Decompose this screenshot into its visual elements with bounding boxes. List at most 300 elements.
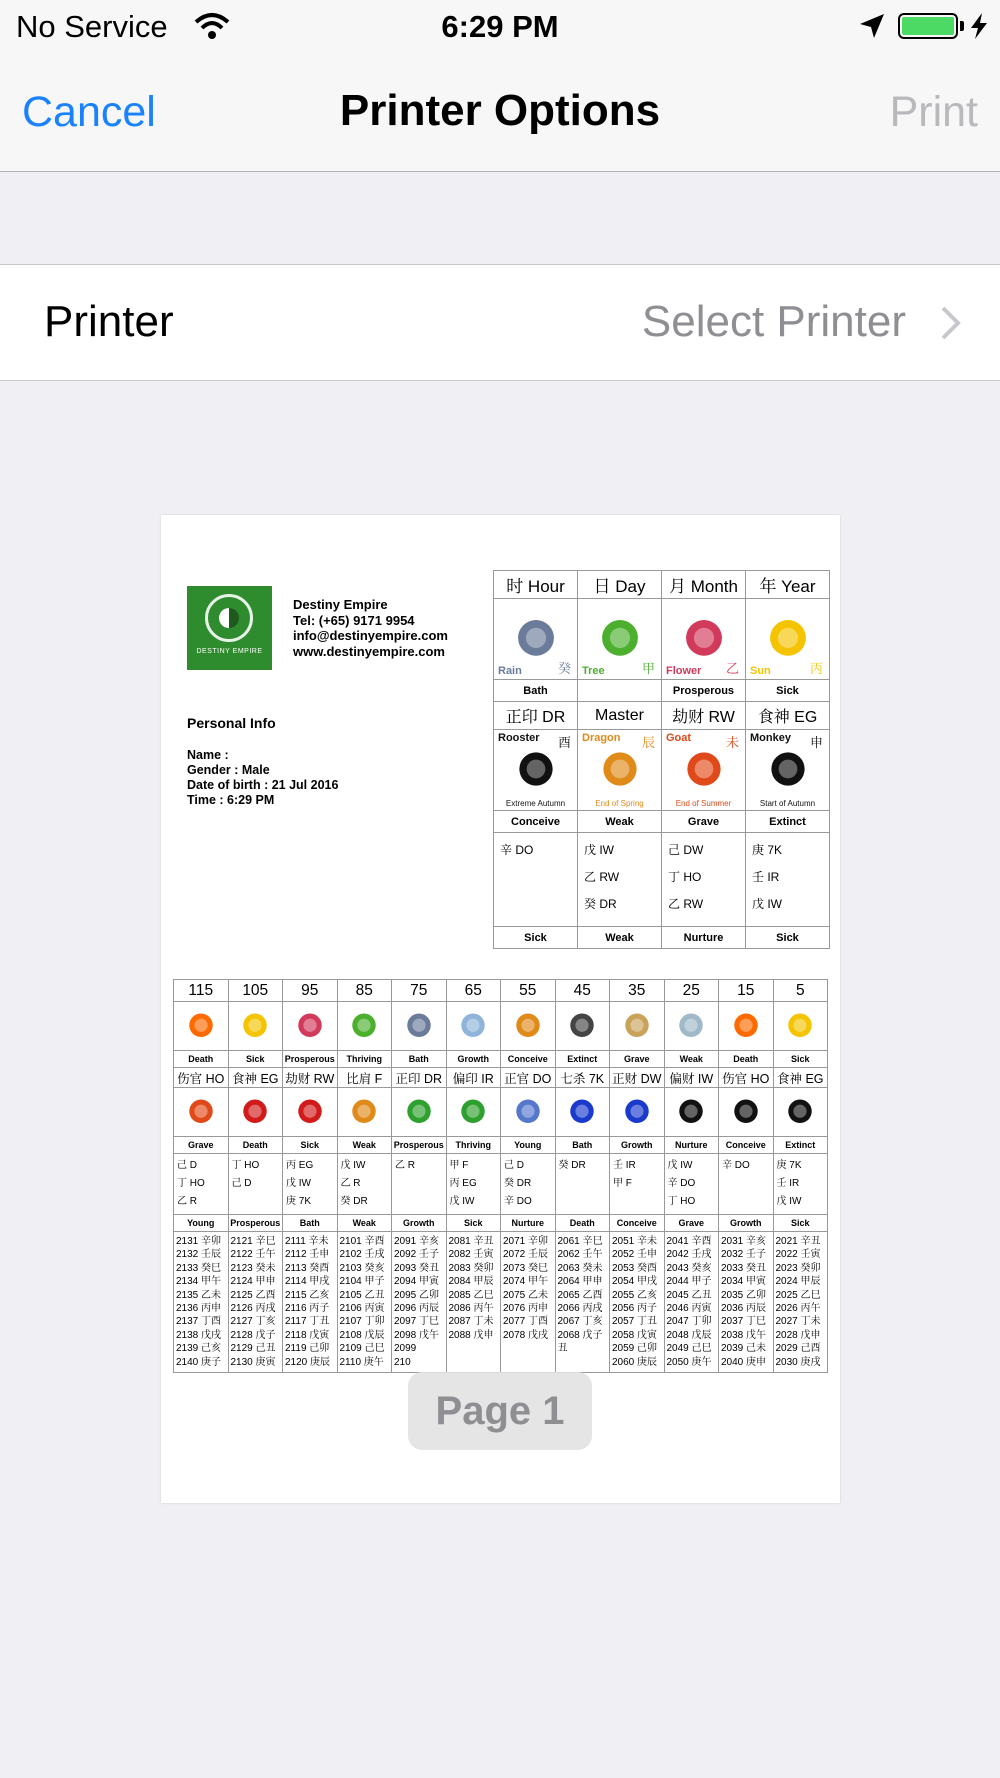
hidden-stem: 辛 DO [500, 843, 534, 857]
luck-year: 2099 [394, 1343, 417, 1355]
luck-branch-status: Prosperous [392, 1137, 447, 1154]
luck-hidden-status: Nurture [501, 1215, 556, 1232]
luck-branch-status: Thriving [446, 1137, 501, 1154]
luck-hidden-status: Growth [392, 1215, 447, 1232]
luck-stem-status: Grave [610, 1051, 665, 1068]
luck-branch-status: Death [228, 1137, 283, 1154]
luck-year: 2106 丙寅 [339, 1303, 385, 1315]
luck-stem-status: Bath [392, 1051, 447, 1068]
luck-year: 2023 癸卯 [775, 1262, 821, 1274]
luck-ten-god: 正财 DW [610, 1068, 665, 1088]
luck-year: 2127 丁亥 [230, 1316, 276, 1328]
luck-hidden-cell [337, 1154, 392, 1215]
stem-char: 乙 [725, 661, 739, 676]
luck-hidden-cell [664, 1154, 719, 1215]
luck-year: 2139 己亥 [176, 1343, 222, 1355]
luck-year: 2136 丙申 [176, 1303, 222, 1315]
ten-god: 食神 EG [746, 702, 830, 730]
luck-year: 2051 辛未 [612, 1236, 658, 1247]
contact-block: Destiny Empire Tel: (+65) 9171 9954 info@destinyempire.com www.destinyempire.com [293, 597, 448, 659]
hidden-stem: 己 DW [668, 843, 704, 857]
luck-year: 2108 戊辰 [339, 1329, 385, 1341]
luck-year: 2130 庚寅 [230, 1356, 276, 1368]
stem-label: Tree [582, 665, 605, 677]
luck-year: 210 [394, 1356, 411, 1368]
luck-branch-status: Young [501, 1137, 556, 1154]
luck-year: 2092 壬子 [394, 1249, 440, 1261]
luck-year: 2103 癸亥 [339, 1262, 385, 1274]
luck-stem-icon [342, 1007, 386, 1045]
luck-year: 2081 辛丑 [448, 1236, 494, 1247]
printer-select-row[interactable] [0, 264, 1000, 381]
luck-year: 2067 丁亥 [557, 1316, 603, 1328]
print-button[interactable]: Print [889, 88, 978, 136]
luck-year: 2042 壬戌 [666, 1249, 712, 1261]
luck-animal-icon [233, 1093, 277, 1131]
luck-year: 2087 丁未 [448, 1316, 494, 1328]
luck-stem-icon [506, 1007, 550, 1045]
luck-hidden-stem: 戊 IW [340, 1160, 366, 1171]
luck-hidden-stem: 戊 IW [449, 1196, 475, 1207]
location-arrow-icon [858, 12, 886, 40]
luck-hidden-cell [773, 1154, 828, 1215]
luck-year: 2096 丙辰 [394, 1303, 440, 1315]
luck-ten-god: 比肩 F [337, 1068, 392, 1088]
luck-hidden-cell [555, 1154, 610, 1215]
zodiac-animal-icon [671, 744, 737, 796]
luck-stem-cell [446, 1002, 501, 1051]
carrier-label: No Service [16, 9, 168, 44]
luck-year: 2024 甲辰 [775, 1276, 821, 1288]
luck-year: 2033 癸丑 [721, 1262, 767, 1274]
luck-year: 2075 乙未 [503, 1289, 549, 1301]
luck-year: 2050 庚午 [666, 1356, 712, 1368]
hidden-stems-cell [578, 833, 662, 927]
luck-stem-cell [228, 1002, 283, 1051]
personal-info-title: Personal Info [187, 715, 276, 731]
luck-branch-cell [664, 1088, 719, 1137]
luck-animal-icon [560, 1093, 604, 1131]
luck-branch-cell [392, 1088, 447, 1137]
luck-age: 95 [283, 980, 338, 1002]
luck-animal-icon [179, 1093, 223, 1131]
luck-hidden-status: Sick [773, 1215, 828, 1232]
luck-year: 2046 丙寅 [666, 1303, 712, 1315]
luck-stem-icon [560, 1007, 604, 1045]
luck-stem-status: Prosperous [283, 1051, 338, 1068]
luck-branch-cell [610, 1088, 665, 1137]
pillar-header: 时 Hour [494, 571, 578, 599]
luck-age: 55 [501, 980, 556, 1002]
hidden-stem: 戊 IW [752, 897, 782, 911]
luck-hidden-cell [174, 1154, 229, 1215]
luck-stem-status: Growth [446, 1051, 501, 1068]
luck-year: 2037 丁巳 [721, 1316, 767, 1328]
branch-status: Extinct [746, 811, 830, 833]
luck-branch-status: Bath [555, 1137, 610, 1154]
hidden-stems-cell [746, 833, 830, 927]
luck-year: 2031 辛亥 [721, 1236, 767, 1247]
luck-branch-cell [228, 1088, 283, 1137]
luck-stem-icon [778, 1007, 822, 1045]
navigation-bar [0, 0, 1000, 172]
luck-hidden-stem: 癸 DR [340, 1196, 368, 1207]
luck-year: 2121 辛巳 [230, 1236, 276, 1247]
luck-year: 2107 丁卯 [339, 1316, 385, 1328]
luck-years-cell [446, 1232, 501, 1373]
luck-hidden-stem: 己 D [231, 1178, 252, 1189]
luck-year: 2109 己巳 [339, 1343, 385, 1355]
luck-year: 2093 癸丑 [394, 1262, 440, 1274]
hidden-stem: 丁 HO [668, 870, 702, 884]
luck-animal-icon [669, 1093, 713, 1131]
luck-animal-icon [724, 1093, 768, 1131]
luck-hidden-status: Bath [283, 1215, 338, 1232]
luck-animal-icon [615, 1093, 659, 1131]
luck-ten-god: 劫财 RW [283, 1068, 338, 1088]
destiny-empire-logo: DESTINY EMPIRE [187, 586, 272, 670]
branch-cell [746, 730, 830, 811]
luck-hidden-stem: 丙 EG [286, 1160, 314, 1171]
luck-ten-god: 正印 DR [392, 1068, 447, 1088]
stem-label: Sun [750, 665, 771, 677]
luck-age: 45 [555, 980, 610, 1002]
charging-bolt-icon [968, 12, 990, 40]
branch-season: End of Spring [595, 799, 644, 808]
hidden-stem: 乙 RW [584, 870, 620, 884]
luck-animal-icon [451, 1093, 495, 1131]
luck-year: 2105 乙丑 [339, 1289, 385, 1301]
ten-god: Master [578, 702, 662, 730]
luck-year: 2104 甲子 [339, 1276, 385, 1288]
luck-branch-cell [501, 1088, 556, 1137]
zodiac-animal-icon [587, 744, 653, 796]
stem-label: Flower [666, 665, 702, 677]
luck-year: 2074 甲午 [503, 1276, 549, 1288]
luck-year: 2041 辛酉 [666, 1236, 712, 1247]
luck-stem-icon [451, 1007, 495, 1045]
luck-branch-cell [555, 1088, 610, 1137]
luck-year: 2039 己未 [721, 1343, 767, 1355]
luck-year: 2122 壬午 [230, 1249, 276, 1261]
luck-hidden-stem: 戊 IW [776, 1196, 802, 1207]
pillar-header: 年 Year [746, 571, 830, 599]
luck-year: 2129 己丑 [230, 1343, 276, 1355]
luck-year: 2118 戊寅 [285, 1329, 330, 1341]
hidden-stem: 癸 DR [584, 897, 617, 911]
clock: 6:29 PM [441, 9, 559, 44]
hidden-status: Nurture [662, 927, 746, 949]
luck-years-cell [392, 1232, 447, 1373]
stem-cell [662, 599, 746, 680]
luck-year: 2111 辛未 [285, 1236, 329, 1247]
luck-branch-status: Growth [610, 1137, 665, 1154]
luck-year: 2076 丙申 [503, 1303, 549, 1315]
printer-label: Printer [44, 297, 174, 346]
luck-year: 2029 己酉 [775, 1343, 821, 1355]
personal-info: Name : Gender : Male Date of birth : 21 Jul 2016 Time : 6:29 PM [187, 748, 339, 807]
luck-years-cell [228, 1232, 283, 1373]
ten-god: 正印 DR [494, 702, 578, 730]
luck-year: 2026 丙午 [775, 1303, 821, 1315]
luck-stem-cell [610, 1002, 665, 1051]
luck-year: 2098 戊午 [394, 1329, 440, 1341]
luck-year: 2124 甲申 [230, 1276, 276, 1288]
luck-stem-icon [288, 1007, 332, 1045]
luck-hidden-status: Growth [719, 1215, 774, 1232]
luck-year: 2055 乙亥 [612, 1289, 658, 1301]
luck-hidden-stem: 辛 DO [667, 1178, 696, 1189]
stem-status: Prosperous [662, 680, 746, 702]
branch-label: Dragon [582, 732, 621, 744]
luck-year: 2057 丁丑 [612, 1316, 658, 1328]
luck-year: 2083 癸卯 [448, 1262, 494, 1274]
hidden-stem: 庚 7K [752, 843, 783, 857]
luck-year: 2134 甲午 [176, 1276, 222, 1288]
luck-year: 2110 庚午 [339, 1356, 384, 1368]
luck-branch-cell [719, 1088, 774, 1137]
pillar-header: 日 Day [578, 571, 662, 599]
zodiac-animal-icon [755, 744, 821, 796]
pillar-header: 月 Month [662, 571, 746, 599]
luck-ten-god: 正官 DO [501, 1068, 556, 1088]
luck-age: 105 [228, 980, 283, 1002]
luck-hidden-status: Prosperous [228, 1215, 283, 1232]
branch-char: 辰 [641, 735, 655, 750]
luck-year: 2073 癸巳 [503, 1262, 549, 1274]
luck-year: 2021 辛丑 [775, 1236, 821, 1247]
luck-year: 2116 丙子 [285, 1303, 330, 1315]
branch-label: Goat [666, 732, 692, 744]
stem-status: Bath [494, 680, 578, 702]
luck-ten-god: 食神 EG [228, 1068, 283, 1088]
luck-year: 2030 庚戌 [775, 1356, 821, 1368]
luck-year: 2128 戊子 [230, 1329, 276, 1341]
stem-cell [494, 599, 578, 680]
page-title: Printer Options [339, 86, 661, 135]
luck-stem-icon [615, 1007, 659, 1045]
branch-season: Start of Autumn [759, 799, 816, 808]
luck-ten-god: 伤官 HO [719, 1068, 774, 1088]
luck-year: 2060 庚辰 [612, 1356, 658, 1368]
luck-year: 2056 丙子 [612, 1303, 658, 1315]
luck-year: 2097 丁巳 [394, 1316, 440, 1328]
luck-hidden-status: Weak [337, 1215, 392, 1232]
hidden-stems-cell [494, 833, 578, 927]
luck-hidden-stem: 癸 DR [504, 1178, 532, 1189]
luck-stem-status: Weak [664, 1051, 719, 1068]
luck-stem-status: Death [719, 1051, 774, 1068]
luck-stem-icon [669, 1007, 713, 1045]
luck-year: 2058 戊寅 [612, 1329, 658, 1341]
luck-animal-icon [506, 1093, 550, 1131]
luck-stem-cell [174, 1002, 229, 1051]
luck-year: 2133 癸巳 [176, 1262, 222, 1274]
luck-year: 2123 癸未 [230, 1262, 276, 1274]
luck-years-cell [610, 1232, 665, 1373]
hidden-stems-cell [662, 833, 746, 927]
luck-hidden-stem: 戊 IW [667, 1160, 693, 1171]
luck-age: 5 [773, 980, 828, 1002]
luck-animal-icon [778, 1093, 822, 1131]
luck-years-cell [719, 1232, 774, 1373]
luck-year: 2054 甲戌 [612, 1276, 658, 1288]
stem-cell [746, 599, 830, 680]
luck-year: 2028 戊申 [775, 1329, 821, 1341]
luck-year: 2137 丁酉 [176, 1316, 222, 1328]
stem-cell [578, 599, 662, 680]
luck-year: 2066 丙戌 [557, 1303, 603, 1315]
luck-hidden-stem: 辛 DO [722, 1160, 750, 1171]
luck-year: 2084 甲辰 [448, 1276, 494, 1288]
hidden-stem: 乙 RW [668, 897, 704, 911]
luck-year: 2091 辛亥 [394, 1236, 440, 1247]
luck-hidden-cell [610, 1154, 665, 1215]
hidden-stem: 戊 IW [584, 843, 614, 857]
luck-year: 2072 壬辰 [503, 1249, 549, 1261]
luck-year: 2062 壬午 [557, 1249, 603, 1261]
luck-stem-status: Conceive [501, 1051, 556, 1068]
luck-year: 2032 壬子 [721, 1249, 767, 1261]
luck-ten-god: 七杀 7K [555, 1068, 610, 1088]
luck-year: 2101 辛酉 [339, 1236, 385, 1247]
luck-hidden-stem: 乙 R [395, 1160, 415, 1171]
luck-stem-cell [283, 1002, 338, 1051]
luck-years-cell [174, 1232, 229, 1373]
branch-char: 申 [809, 735, 823, 750]
luck-year: 2044 甲子 [666, 1276, 712, 1288]
luck-year: 2049 己巳 [666, 1343, 712, 1355]
luck-year: 2071 辛卯 [503, 1236, 549, 1247]
luck-year: 2038 戊午 [721, 1329, 767, 1341]
hidden-status: Weak [578, 927, 662, 949]
luck-hidden-stem: 庚 7K [286, 1196, 312, 1207]
luck-year: 2131 辛卯 [176, 1236, 222, 1247]
luck-hidden-stem: 己 D [504, 1160, 524, 1171]
printer-value: Select Printer [641, 297, 906, 346]
stem-char: 癸 [557, 661, 571, 676]
luck-age: 75 [392, 980, 447, 1002]
luck-year: 2061 辛巳 [557, 1236, 603, 1247]
luck-ten-god: 食神 EG [773, 1068, 828, 1088]
luck-hidden-stem: 己 D [177, 1160, 197, 1171]
stem-char: 丙 [809, 661, 823, 676]
luck-animal-icon [397, 1093, 441, 1131]
luck-year: 2112 壬申 [285, 1249, 330, 1261]
luck-stem-cell [337, 1002, 392, 1051]
luck-stem-status: Death [174, 1051, 229, 1068]
luck-year: 2036 丙辰 [721, 1303, 767, 1315]
ten-god: 劫财 RW [662, 702, 746, 730]
luck-years-cell [555, 1232, 610, 1373]
luck-year: 2085 乙巳 [448, 1289, 494, 1301]
luck-year: 2119 己卯 [285, 1343, 330, 1355]
luck-ten-god: 偏财 IW [664, 1068, 719, 1088]
luck-year: 2063 癸未 [557, 1262, 603, 1274]
branch-char: 酉 [557, 735, 571, 750]
luck-hidden-stem: 壬 IR [613, 1160, 636, 1171]
luck-year: 2135 乙未 [176, 1289, 222, 1301]
luck-hidden-stem: 丁 HO [177, 1178, 205, 1189]
luck-stem-icon [397, 1007, 441, 1045]
luck-stem-cell [664, 1002, 719, 1051]
cancel-button[interactable]: Cancel [22, 88, 156, 136]
luck-years-cell [337, 1232, 392, 1373]
luck-hidden-stem: 乙 R [177, 1196, 197, 1207]
luck-year: 2125 乙酉 [230, 1289, 276, 1301]
luck-ten-god: 偏印 IR [446, 1068, 501, 1088]
luck-year: 2138 戊戌 [176, 1329, 222, 1341]
luck-year: 2086 丙午 [448, 1303, 494, 1315]
luck-year: 2059 己卯 [612, 1343, 658, 1355]
luck-branch-cell [283, 1088, 338, 1137]
luck-year: 2025 乙巳 [775, 1289, 821, 1301]
luck-year: 2045 乙丑 [666, 1289, 712, 1301]
luck-hidden-cell [228, 1154, 283, 1215]
luck-year: 2120 庚辰 [285, 1356, 331, 1368]
luck-hidden-stem: 丁 HO [667, 1196, 696, 1207]
luck-pillars-table [173, 979, 828, 1373]
luck-year: 2132 壬辰 [176, 1249, 222, 1261]
luck-age: 15 [719, 980, 774, 1002]
luck-hidden-stem: 乙 R [340, 1178, 361, 1189]
hidden-status: Sick [746, 927, 830, 949]
luck-year: 2048 戊辰 [666, 1329, 712, 1341]
luck-year: 2034 甲寅 [721, 1276, 767, 1288]
luck-year: 2102 壬戌 [339, 1249, 385, 1261]
luck-year: 2078 戊戌 [503, 1329, 549, 1341]
luck-ten-god: 伤官 HO [174, 1068, 229, 1088]
luck-stem-icon [724, 1007, 768, 1045]
luck-year: 2082 壬寅 [448, 1249, 494, 1261]
page-number-badge: Page 1 [408, 1372, 592, 1450]
luck-year: 2047 丁卯 [666, 1316, 712, 1328]
luck-hidden-stem: 壬 IR [776, 1178, 800, 1189]
luck-branch-status: Weak [337, 1137, 392, 1154]
print-preview-page[interactable] [161, 515, 840, 1503]
luck-age: 65 [446, 980, 501, 1002]
luck-year: 2027 丁未 [775, 1316, 821, 1328]
luck-hidden-stem: 辛 DO [504, 1196, 532, 1207]
luck-hidden-status: Young [174, 1215, 229, 1232]
luck-year: 2068 戊子 [557, 1329, 603, 1341]
luck-year: 2140 庚子 [176, 1356, 222, 1368]
branch-cell [662, 730, 746, 811]
luck-age: 85 [337, 980, 392, 1002]
luck-year: 2040 庚申 [721, 1356, 767, 1368]
luck-year: 2115 乙亥 [285, 1289, 330, 1301]
luck-year: 2095 乙卯 [394, 1289, 440, 1301]
stem-label: Rain [498, 665, 522, 677]
status-bar [0, 0, 1000, 54]
battery-icon [898, 13, 958, 39]
branch-status: Conceive [494, 811, 578, 833]
luck-year: 2114 甲戌 [285, 1276, 330, 1288]
luck-stem-status: Thriving [337, 1051, 392, 1068]
chevron-right-icon [940, 305, 962, 341]
hidden-stem: 壬 IR [752, 870, 780, 884]
four-pillars-table [493, 570, 830, 949]
zodiac-animal-icon [503, 744, 569, 796]
luck-year: 2113 癸酉 [285, 1262, 330, 1274]
luck-hidden-cell [719, 1154, 774, 1215]
battery-tip [960, 21, 964, 31]
luck-hidden-status: Death [555, 1215, 610, 1232]
luck-stem-status: Extinct [555, 1051, 610, 1068]
luck-hidden-status: Grave [664, 1215, 719, 1232]
luck-year: 2035 乙卯 [721, 1289, 767, 1301]
luck-years-cell [664, 1232, 719, 1373]
